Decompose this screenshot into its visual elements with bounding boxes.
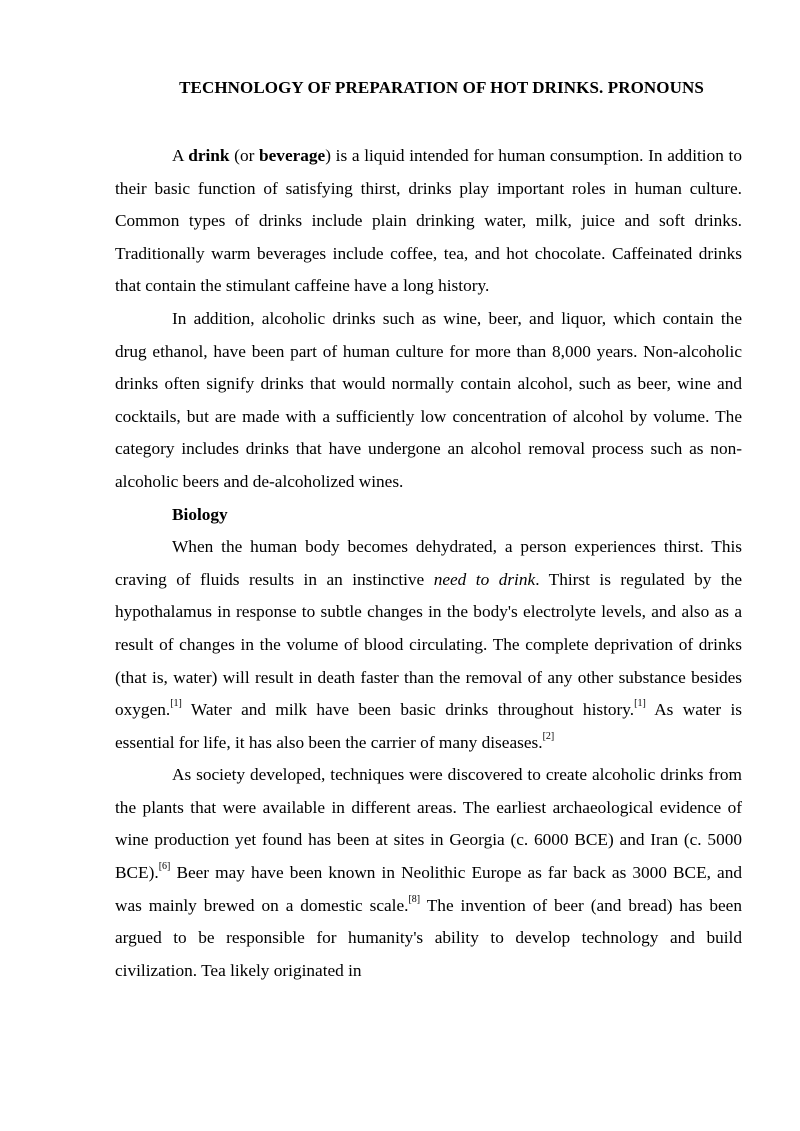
paragraph-alcoholic-drinks: In addition, alcoholic drinks such as wine, beer, and liquor, which contain the drug ethanol, have been part of human culture for more than 8,000 years. Non-alcoholic drinks often signify drinks that would normally contain alcohol, such as beer, wine and cocktails, but are made with a sufficiently low concentration of alcohol by volume. The category includes drinks that have undergone an alcohol removal process such as non-alcoholic beers and de-alcoholized wines. <box>115 308 742 491</box>
text-run: Beer may have been known in Neolithic Europe as far back as 3000 BCE, and was mainly brewed on a domestic scale. <box>115 863 742 915</box>
text-run: The invention of beer (and bread) has been argued to be responsible for humanity's ability to develop technology and build civilization. Tea likely originated in <box>115 895 742 980</box>
footnote-ref[interactable]: [2] <box>542 730 555 742</box>
text-run: When the human body becomes dehydrated, a person experiences thirst. This craving of fluids results in an instinctive <box>115 537 742 589</box>
text-run: A <box>172 146 189 165</box>
text-run: As water is essential for life, it has also been the carrier of many diseases. <box>115 700 743 752</box>
footnote-ref[interactable]: [6] <box>158 861 171 873</box>
text-run: As society developed, techniques were discovered to create alcoholic drinks from the plants that were available in different areas. The earliest archaeological evidence of wine production yet found has been at sites in Georgia (c. 6000 BCE) and Iran (c. 5000 BCE). <box>115 765 742 883</box>
footnote-ref[interactable]: [1] <box>634 698 646 710</box>
emphasis-need-to-drink: need to drink <box>433 569 536 589</box>
term-beverage: beverage <box>259 146 326 165</box>
text-run: (or <box>229 146 260 165</box>
paragraph-history <box>115 759 742 987</box>
footnote-ref[interactable]: [8] <box>408 893 421 905</box>
text-run: ) is a liquid intended for human consumption. In addition to their basic function of satisfying thirst, drinks play important roles in human culture. Common types of drinks include plain drinking water, milk, juice and soft drinks. Traditionally warm beverages include coffee, tea, and hot chocolate. Caffeinated drinks that contain the stimulant caffeine have a long history. <box>115 146 742 296</box>
text-run: . Thirst is regulated by the hypothalamus in response to subtle changes in the body's electrolyte levels, and also as a result of changes in the volume of blood circulating. The complete deprivation of drinks (that is, water) will result in death faster than the removal of any other substance besides oxygen. <box>115 569 743 720</box>
paragraph-biology <box>115 531 742 759</box>
text-run: Water and milk have been basic drinks throughout history. <box>181 700 635 720</box>
term-drink: drink <box>188 146 230 165</box>
footnote-ref[interactable]: [1] <box>170 698 182 710</box>
paragraph-drink-definition <box>115 140 742 303</box>
document-page <box>115 74 742 987</box>
section-heading-biology: Biology <box>172 504 228 524</box>
page-title: TECHNOLOGY OF PREPARATION OF HOT DRINKS. PRONOUNS <box>179 78 704 97</box>
